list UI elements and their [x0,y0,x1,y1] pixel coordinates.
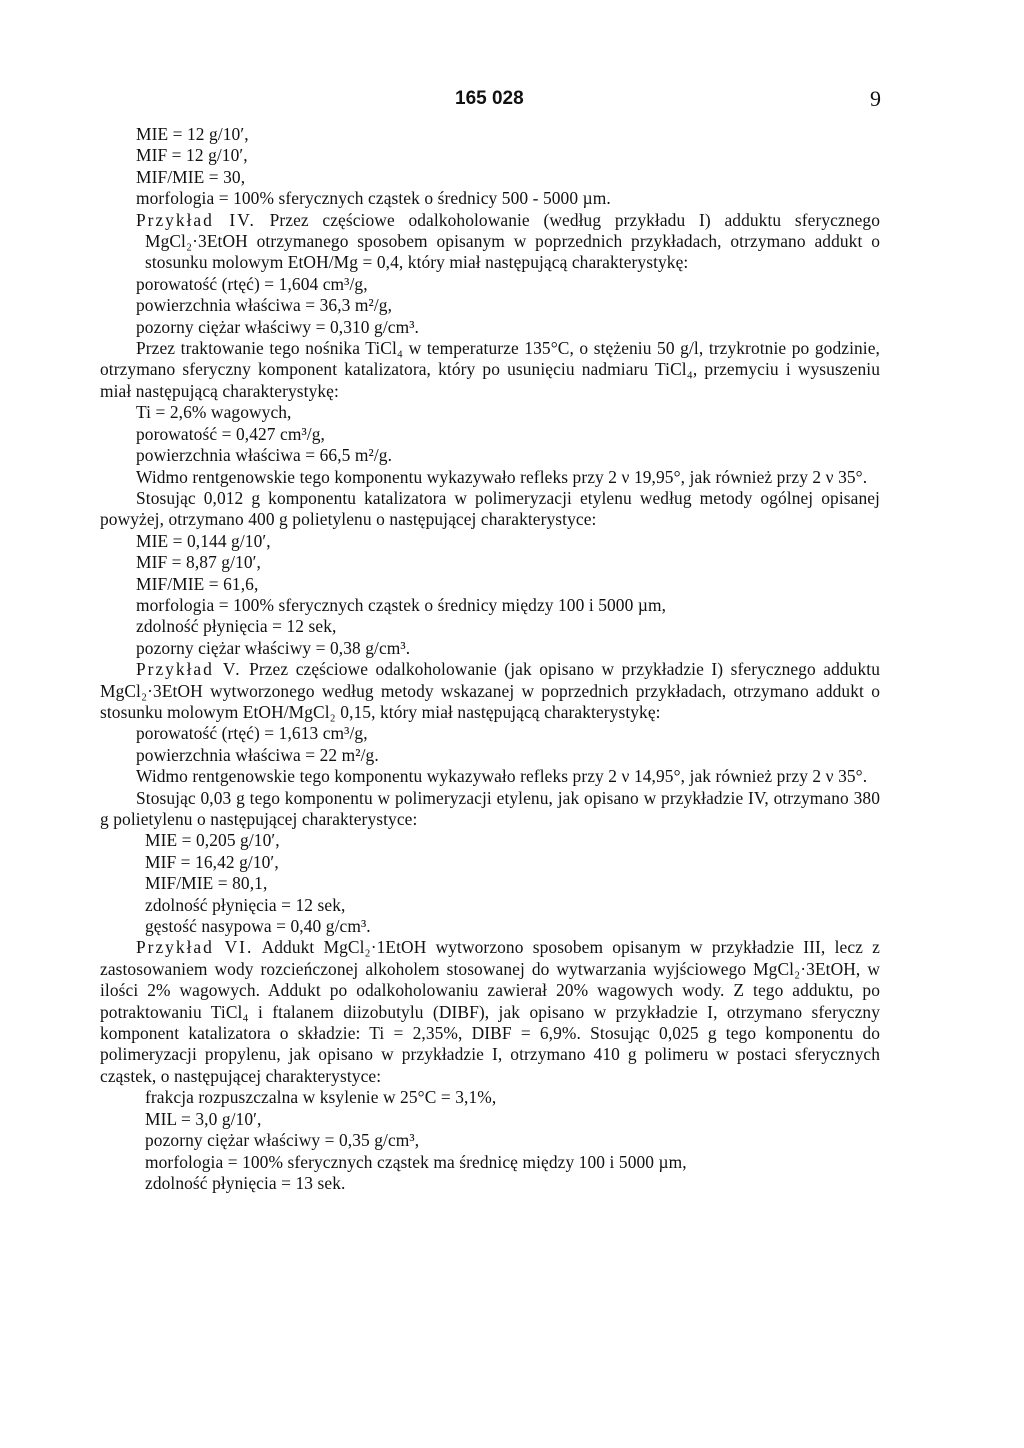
property-line: pozorny ciężar właściwy = 0,35 g/cm³, [145,1130,420,1151]
property-line: powierzchnia właściwa = 66,5 m²/g. [136,445,393,466]
property-line: frakcja rozpuszczalna w ksylenie w 25°C = 3,1%, [145,1087,497,1108]
paragraph-text: Stosując 0,03 g tego komponentu w polimeryzacji etylenu, jak opisano w przykładzie IV, otrzymano 380 g polietylenu o następującej charakterystyce: [100,787,880,829]
document-body [100,124,880,1194]
page-header [0,88,1024,118]
property-line: MIE = 12 g/10′, [136,124,249,144]
paragraph-text: Widmo rentgenowskie tego komponentu wykazywało refleks przy 2 ν 19,95°, jak również przy 2 ν 35°. [136,466,868,487]
property-line: porowatość (rtęć) = 1,613 cm³/g, [136,723,368,744]
paragraph-example-iv [100,210,880,274]
paragraph-text: Przez traktowanie tego nośnika TiCl₄ w temperaturze 135°C, o stężeniu 50 g/l, trzykrotnie po godzinie, otrzymano sferyczny komponent katalizatora, który po usunięciu nadmiaru TiCl₄, przemyciu i wysuszeniu miał następującą charakterystykę: [100,338,880,401]
example-heading: Przykład V. [136,659,242,680]
paragraph-text: Przez częściowe odalkoholowanie (według przykładu I) adduktu sferycznego MgCl₂·3EtOH otrzymanego sposobem opisanym w poprzednich przykładach, otrzymano addukt o stosunku molowym EtOH/Mg = 0,4, który miał następującą charakterystykę: [145,209,881,273]
property-line: powierzchnia właściwa = 36,3 m²/g, [136,295,393,316]
property-line: MIF/MIE = 61,6, [136,573,259,594]
paragraph-example-vi [100,937,880,1087]
property-line: morfologia = 100% sferycznych cząstek o średnicy między 100 i 5000 µm, [136,594,667,615]
property-line: MIE = 0,144 g/10′, [136,530,271,551]
example-heading: Przykład VI. [136,937,254,958]
property-line: morfologia = 100% sferycznych cząstek ma średnicę między 100 i 5000 µm, [145,1151,687,1172]
paragraph-text: Stosując 0,012 g komponentu katalizatora w polimeryzacji etylenu według metody ogólnej opisanej powyżej, otrzymano 400 g polietylenu o następującej charakterystyce: [100,487,880,530]
property-line: zdolność płynięcia = 13 sek. [145,1172,346,1193]
property-line: MIF/MIE = 30, [136,166,246,187]
property-line: pozorny ciężar właściwy = 0,38 g/cm³. [136,637,411,658]
property-line: MIF = 16,42 g/10′, [145,851,279,872]
property-line: MIL = 3,0 g/10′, [145,1108,262,1129]
property-line: zdolność płynięcia = 12 sek, [145,894,346,915]
example-heading: Przykład IV. [136,209,256,230]
property-line: zdolność płynięcia = 12 sek, [136,616,337,637]
property-line: morfologia = 100% sferycznych cząstek o średnicy 500 - 5000 µm. [136,188,611,209]
property-line: porowatość = 0,427 cm³/g, [136,423,325,444]
paragraph-text: Widmo rentgenowskie tego komponentu wykazywało refleks przy 2 ν 14,95°, jak również przy 2 ν 35°. [136,766,868,787]
property-line: MIF = 8,87 g/10′, [136,552,261,573]
page-number: 9 [870,86,881,111]
property-line: porowatość (rtęć) = 1,604 cm³/g, [136,273,368,294]
property-line: powierzchnia właściwa = 22 m²/g. [136,744,379,765]
paragraph-example-v [100,659,880,723]
property-line: MIE = 0,205 g/10′, [145,830,280,851]
property-line: gęstość nasypowa = 0,40 g/cm³. [145,916,371,937]
property-line: MIF/MIE = 80,1, [145,873,268,894]
paragraph-text: Addukt MgCl₂·1EtOH wytworzono sposobem opisanym w przykładzie III, lecz z zastosowaniem wody rozcieńczonej alkoholem stosowanej do wytwarzania wyjściowego MgCl₂·3EtOH, w ilości 2% wagowych. Addukt po odalkoholowaniu zawierał 20% wagowych wody. Z tego adduktu, po potraktowaniu TiCl₄ i ftalanem diizobutylu (DIBF), jak opisano w przykładzie I, otrzymano sferyczny komponent katalizatora o składzie: Ti = 2,35%, DIBF = 6,9%. Stosując 0,025 g tego komponentu do polimeryzacji propylenu, jak opisano w przykładzie I, otrzymano 410 g polimeru w postaci sferycznych cząstek, o następującej charakterystyce: [100,937,880,1086]
property-line: Ti = 2,6% wagowych, [136,402,292,423]
property-line: pozorny ciężar właściwy = 0,310 g/cm³. [136,316,419,337]
property-line: MIF = 12 g/10′, [136,145,248,166]
paragraph-text: Przez częściowe odalkoholowanie (jak opisano w przykładzie I) sferycznego adduktu MgCl₂·3EtOH wytworzonego według metody wskazanej w poprzednich przykładach, otrzymano addukt o stosunku molowym EtOH/MgCl₂ 0,15, który miał następującą charakterystykę: [100,659,880,722]
patent-number: 165 028 [455,88,524,109]
